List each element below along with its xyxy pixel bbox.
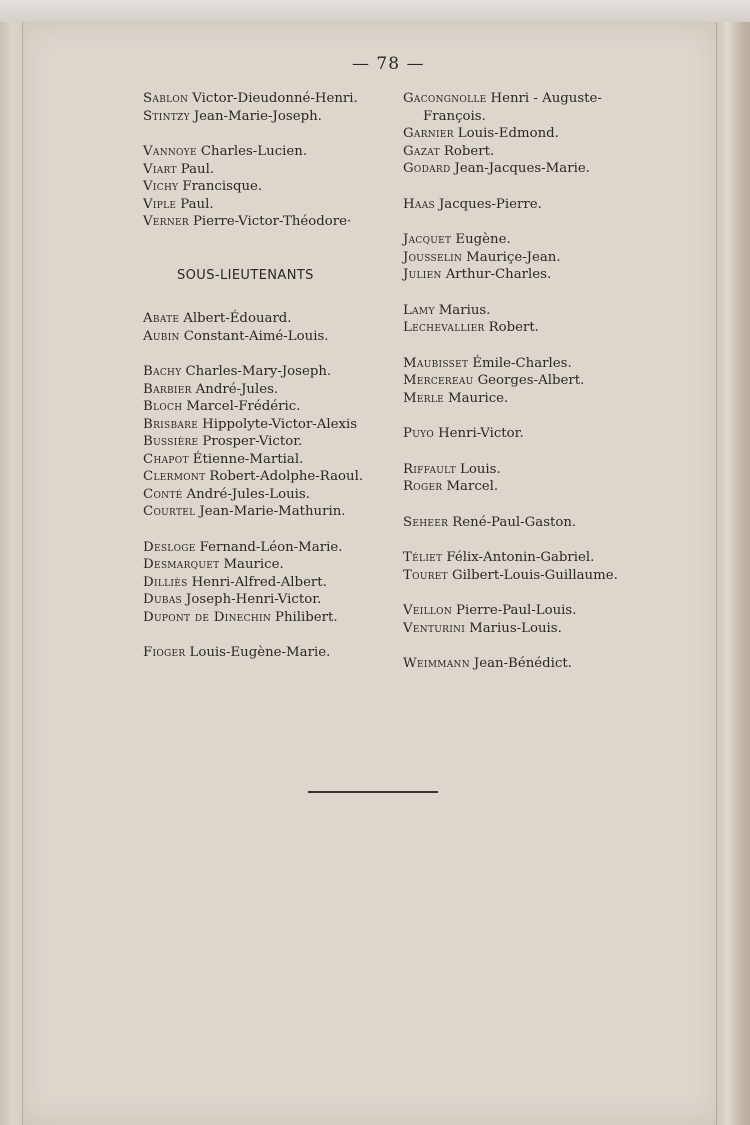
name-entry: Vichy Francisque.	[143, 179, 263, 194]
name-continuation: François.	[423, 108, 486, 124]
name-entry: Bussière Prosper-Victor.	[143, 434, 303, 449]
name-entry: Lechevallier Robert.	[403, 320, 539, 335]
name-entry: Dupont de Dinechin Philibert.	[143, 609, 338, 625]
name-group	[403, 549, 643, 584]
name-group	[403, 461, 643, 496]
name-entry: Courtel Jean-Marie-Mathurin.	[143, 504, 346, 519]
name-entry: Gazat Robert.	[403, 143, 495, 159]
name-entry: Verner Pierre-Victor-Théodore·	[143, 214, 352, 229]
name-entry: Godard Jean-Jacques-Marie.	[403, 161, 590, 176]
name-entry: Bachy Charles-Mary-Joseph.	[143, 364, 332, 379]
name-entry: Barbier André-Jules.	[143, 381, 279, 397]
name-entry: Julien Arthur-Charles.	[403, 267, 552, 282]
name-entry: Abate Albert-Édouard.	[143, 311, 292, 326]
section-heading: SOUS-LIEUTENANTS	[177, 267, 314, 283]
page-number: — 78 —	[352, 54, 425, 74]
name-entry: Riffault Louis.	[403, 461, 501, 477]
name-entry: Venturini Marius-Louis.	[403, 620, 562, 636]
name-group	[143, 539, 393, 627]
name-group	[403, 231, 643, 284]
name-entry: Brisbare Hippolyte-Victor-Alexis	[143, 416, 358, 432]
name-entry: Gacongnolle Henri - Auguste-	[403, 91, 602, 106]
name-entry: Chapot Étienne-Martial.	[143, 451, 304, 467]
name-entry: Veillon Pierre-Paul-Louis.	[403, 603, 577, 618]
left-column	[143, 90, 393, 662]
name-entry: Merle Maurice.	[403, 390, 509, 406]
name-entry: Dilliès Henri-Alfred-Albert.	[143, 574, 327, 590]
name-entry: Seheer René-Paul-Gaston.	[403, 514, 577, 530]
name-entry: Weimmann Jean-Bénédict.	[403, 656, 572, 671]
name-entry: Bloch Marcel-Frédéric.	[143, 399, 301, 414]
name-entry: Dubas Joseph-Henri-Victor.	[143, 592, 322, 607]
name-group	[403, 90, 643, 178]
name-group	[143, 90, 393, 125]
name-group	[403, 514, 643, 532]
page-binding-edge	[716, 22, 750, 1125]
end-rule	[308, 791, 438, 793]
name-entry: Stintzy Jean-Marie-Joseph.	[143, 108, 322, 124]
name-entry: Conté André-Jules-Louis.	[143, 486, 310, 502]
name-entry: Maubisset Émile-Charles.	[403, 355, 572, 371]
page-left-edge	[0, 22, 23, 1125]
name-entry: Vannoye Charles-Lucien.	[143, 144, 308, 159]
name-entry: Garnier Louis-Edmond.	[403, 126, 559, 141]
name-entry: Desloge Fernand-Léon-Marie.	[143, 539, 343, 555]
scan-background	[0, 0, 750, 22]
name-group	[143, 143, 393, 231]
name-entry: Lamy Marius.	[403, 302, 491, 318]
name-entry: Touret Gilbert-Louis-Guillaume.	[403, 567, 618, 583]
name-entry: Aubin Constant-Aimé-Louis.	[143, 328, 329, 344]
name-group	[143, 363, 393, 521]
name-group	[143, 644, 393, 662]
name-entry: Viple Paul.	[143, 196, 214, 212]
name-group	[403, 355, 643, 408]
name-entry: Clermont Robert-Adolphe-Raoul.	[143, 469, 364, 484]
name-group	[403, 602, 643, 637]
name-entry: Téliet Félix-Antonin-Gabriel.	[403, 550, 595, 565]
right-column	[403, 90, 643, 673]
name-entry: Puyo Henri-Victor.	[403, 426, 524, 441]
name-entry: Roger Marcel.	[403, 479, 499, 494]
name-entry: Jousselin Mauriçe-Jean.	[403, 249, 561, 265]
name-entry: Sablon Victor-Dieudonné-Henri.	[143, 91, 358, 106]
name-group	[403, 196, 643, 214]
name-entry: Fioger Louis-Eugène-Marie.	[143, 645, 331, 660]
name-entry: Jacquet Eugène.	[403, 232, 511, 247]
name-group	[143, 310, 393, 345]
name-entry: Desmarquet Maurice.	[143, 557, 284, 572]
name-entry: Haas Jacques-Pierre.	[403, 196, 542, 212]
name-group	[403, 302, 643, 337]
name-entry: Viart Paul.	[143, 161, 215, 177]
name-group	[403, 425, 643, 443]
name-entry: Mercereau Georges-Albert.	[403, 373, 585, 388]
name-group	[403, 655, 643, 673]
